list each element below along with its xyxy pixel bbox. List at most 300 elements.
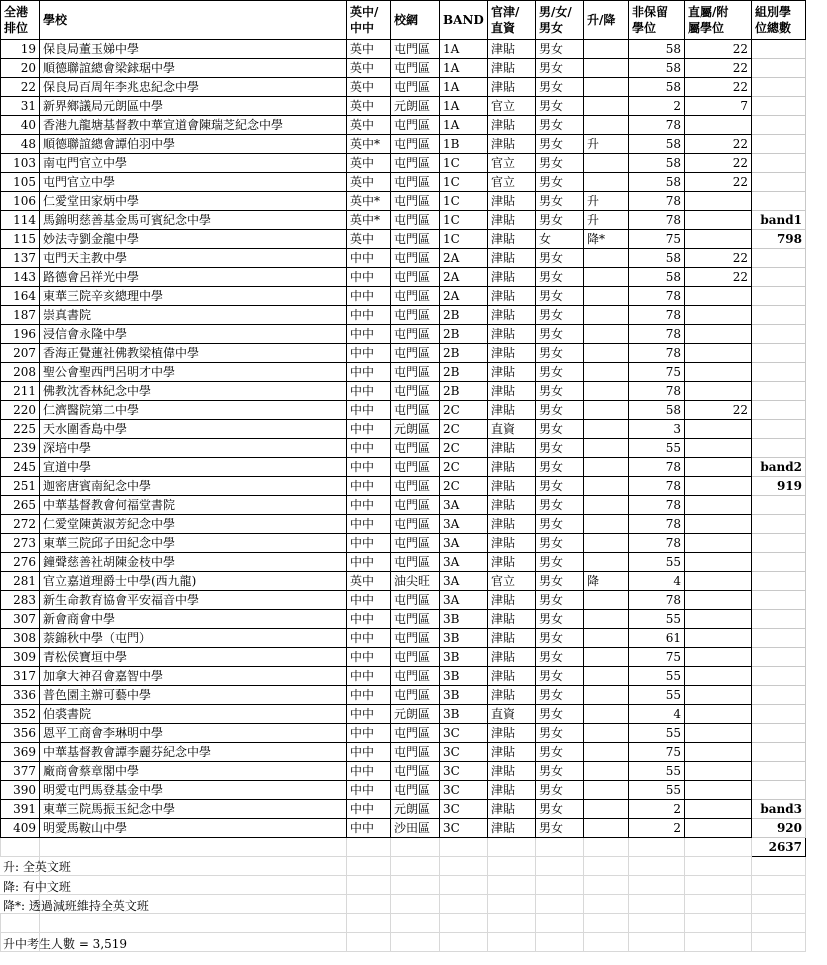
net-cell: 屯門區 [391, 382, 440, 401]
school-cell: 恩平工商會李琳明中學 [40, 724, 347, 743]
school-cell: 萘錦秋中學（屯門） [40, 629, 347, 648]
empty-cell [40, 914, 347, 933]
empty-cell [488, 838, 536, 857]
places-cell: 61 [629, 629, 685, 648]
total-cell [752, 287, 806, 306]
total-cell [752, 325, 806, 344]
total-cell [752, 401, 806, 420]
school-cell: 仁愛堂田家炳中學 [40, 192, 347, 211]
total-cell [752, 610, 806, 629]
linked-cell: 7 [685, 97, 752, 116]
grand-total-row [1, 838, 806, 857]
net-cell: 屯門區 [391, 230, 440, 249]
places-cell: 55 [629, 686, 685, 705]
type-cell: 津貼 [488, 211, 536, 230]
linked-cell [685, 534, 752, 553]
gender-cell: 男女 [536, 192, 584, 211]
linked-cell [685, 306, 752, 325]
column-header: 直屬/附 屬學位 [685, 1, 752, 40]
table-row [1, 344, 806, 363]
gender-cell: 男女 [536, 553, 584, 572]
column-header: 男/女/ 男女 [536, 1, 584, 40]
empty-cell [584, 838, 629, 857]
table-row [1, 648, 806, 667]
linked-cell: 22 [685, 135, 752, 154]
empty-cell [40, 876, 347, 895]
empty-cell [347, 876, 391, 895]
empty-cell [536, 933, 584, 952]
type-cell: 津貼 [488, 325, 536, 344]
total-cell [752, 534, 806, 553]
type-cell: 津貼 [488, 800, 536, 819]
gender-cell: 男女 [536, 268, 584, 287]
empty-cell [752, 933, 806, 952]
school-cell: 中華基督教會譚李麗芬紀念中學 [40, 743, 347, 762]
gender-cell: 男女 [536, 306, 584, 325]
type-cell: 官立 [488, 97, 536, 116]
net-cell: 屯門區 [391, 724, 440, 743]
empty-cell [391, 895, 440, 914]
empty-cell [536, 914, 584, 933]
medium-cell: 中中 [347, 325, 391, 344]
net-cell: 屯門區 [391, 667, 440, 686]
change-cell [584, 249, 629, 268]
school-cell: 明愛馬鞍山中學 [40, 819, 347, 838]
type-cell: 津貼 [488, 230, 536, 249]
gender-cell: 男女 [536, 78, 584, 97]
band-cell: 3A [440, 572, 488, 591]
rank-cell: 356 [1, 724, 40, 743]
linked-cell [685, 420, 752, 439]
gender-cell: 男女 [536, 762, 584, 781]
band-cell: 1C [440, 230, 488, 249]
total-cell [752, 591, 806, 610]
rank-cell: 22 [1, 78, 40, 97]
empty-cell [752, 895, 806, 914]
linked-cell [685, 743, 752, 762]
net-cell: 屯門區 [391, 610, 440, 629]
total-cell [752, 78, 806, 97]
net-cell: 屯門區 [391, 59, 440, 78]
school-cell: 加拿大神召會嘉智中學 [40, 667, 347, 686]
change-cell [584, 97, 629, 116]
net-cell: 屯門區 [391, 743, 440, 762]
places-cell: 55 [629, 762, 685, 781]
rank-cell: 369 [1, 743, 40, 762]
places-cell: 2 [629, 97, 685, 116]
rank-cell: 391 [1, 800, 40, 819]
change-cell: 升 [584, 211, 629, 230]
gender-cell: 男女 [536, 572, 584, 591]
medium-cell: 英中 [347, 78, 391, 97]
total-cell [752, 648, 806, 667]
type-cell: 津貼 [488, 458, 536, 477]
linked-cell [685, 382, 752, 401]
change-cell [584, 268, 629, 287]
change-cell: 升 [584, 135, 629, 154]
band-cell: 2B [440, 363, 488, 382]
linked-cell [685, 116, 752, 135]
linked-cell: 22 [685, 249, 752, 268]
net-cell: 屯門區 [391, 515, 440, 534]
empty-cell [752, 876, 806, 895]
table-row [1, 743, 806, 762]
school-cell: 天水圍香島中學 [40, 420, 347, 439]
type-cell: 津貼 [488, 610, 536, 629]
type-cell: 津貼 [488, 344, 536, 363]
type-cell: 津貼 [488, 629, 536, 648]
gender-cell: 男女 [536, 477, 584, 496]
table-row [1, 496, 806, 515]
total-cell [752, 743, 806, 762]
medium-cell: 中中 [347, 306, 391, 325]
table-row [1, 211, 806, 230]
table-row [1, 401, 806, 420]
note-candidates: 升中考生人數 = 3,519 [3, 937, 128, 951]
total-cell [752, 762, 806, 781]
gender-cell: 男女 [536, 515, 584, 534]
places-cell: 58 [629, 173, 685, 192]
band-cell: 1A [440, 97, 488, 116]
rank-cell: 114 [1, 211, 40, 230]
empty-cell [685, 895, 752, 914]
band-cell: 3B [440, 629, 488, 648]
linked-cell [685, 705, 752, 724]
places-cell: 75 [629, 363, 685, 382]
type-cell: 津貼 [488, 781, 536, 800]
linked-cell [685, 439, 752, 458]
places-cell: 58 [629, 154, 685, 173]
change-cell [584, 515, 629, 534]
column-header: 全港 排位 [1, 1, 40, 40]
empty-cell [536, 876, 584, 895]
gender-cell: 男女 [536, 97, 584, 116]
change-cell [584, 667, 629, 686]
medium-cell: 中中 [347, 762, 391, 781]
change-cell [584, 648, 629, 667]
type-cell: 津貼 [488, 249, 536, 268]
empty-cell [685, 914, 752, 933]
medium-cell: 英中 [347, 230, 391, 249]
table-row [1, 78, 806, 97]
table-row [1, 287, 806, 306]
empty-cell [440, 857, 488, 876]
net-cell: 屯門區 [391, 629, 440, 648]
medium-cell: 中中 [347, 268, 391, 287]
gender-cell: 男女 [536, 249, 584, 268]
empty-cell [40, 838, 347, 857]
places-cell: 2 [629, 819, 685, 838]
medium-cell: 英中 [347, 59, 391, 78]
empty-cell [536, 838, 584, 857]
gender-cell: 男女 [536, 686, 584, 705]
table-row [1, 667, 806, 686]
places-cell: 75 [629, 230, 685, 249]
type-cell: 津貼 [488, 192, 536, 211]
change-cell [584, 743, 629, 762]
linked-cell [685, 724, 752, 743]
gender-cell: 男女 [536, 344, 584, 363]
type-cell: 津貼 [488, 762, 536, 781]
net-cell: 屯門區 [391, 192, 440, 211]
medium-cell: 中中 [347, 553, 391, 572]
band-cell: 2B [440, 344, 488, 363]
band-cell: 1C [440, 211, 488, 230]
rank-cell: 377 [1, 762, 40, 781]
rank-cell: 283 [1, 591, 40, 610]
net-cell: 屯門區 [391, 401, 440, 420]
net-cell: 屯門區 [391, 154, 440, 173]
gender-cell: 男女 [536, 724, 584, 743]
net-cell: 元朗區 [391, 420, 440, 439]
rank-cell: 352 [1, 705, 40, 724]
change-cell [584, 116, 629, 135]
school-cell: 保良局董玉娣中學 [40, 40, 347, 59]
school-cell: 迦密唐賓南紀念中學 [40, 477, 347, 496]
column-header: 組別學 位總數 [752, 1, 806, 40]
band-cell: 2A [440, 287, 488, 306]
linked-cell [685, 515, 752, 534]
empty-cell [685, 838, 752, 857]
rank-cell: 281 [1, 572, 40, 591]
net-cell: 屯門區 [391, 173, 440, 192]
gender-cell: 男女 [536, 382, 584, 401]
places-cell: 58 [629, 40, 685, 59]
column-header: 校網 [391, 1, 440, 40]
linked-cell [685, 458, 752, 477]
linked-cell [685, 572, 752, 591]
change-cell [584, 306, 629, 325]
places-cell: 78 [629, 496, 685, 515]
empty-cell [440, 914, 488, 933]
linked-cell [685, 686, 752, 705]
type-cell: 津貼 [488, 477, 536, 496]
total-cell [752, 268, 806, 287]
total-cell [752, 439, 806, 458]
total-cell [752, 40, 806, 59]
type-cell: 直資 [488, 420, 536, 439]
rank-cell: 103 [1, 154, 40, 173]
rank-cell: 265 [1, 496, 40, 515]
table-row [1, 249, 806, 268]
gender-cell: 男女 [536, 401, 584, 420]
rank-cell: 105 [1, 173, 40, 192]
rank-cell: 19 [1, 40, 40, 59]
total-cell [752, 705, 806, 724]
gender-cell: 男女 [536, 629, 584, 648]
table-row [1, 781, 806, 800]
medium-cell: 中中 [347, 743, 391, 762]
type-cell: 津貼 [488, 686, 536, 705]
gender-cell: 男女 [536, 287, 584, 306]
type-cell: 津貼 [488, 59, 536, 78]
rank-cell: 309 [1, 648, 40, 667]
change-cell [584, 800, 629, 819]
change-cell [584, 420, 629, 439]
medium-cell: 中中 [347, 819, 391, 838]
type-cell: 津貼 [488, 268, 536, 287]
school-cell: 屯門官立中學 [40, 173, 347, 192]
medium-cell: 中中 [347, 705, 391, 724]
places-cell: 78 [629, 477, 685, 496]
change-cell [584, 705, 629, 724]
school-cell: 宣道中學 [40, 458, 347, 477]
rank-cell: 20 [1, 59, 40, 78]
gender-cell: 男女 [536, 496, 584, 515]
table-row [1, 268, 806, 287]
table-row [1, 591, 806, 610]
band-cell: 3A [440, 496, 488, 515]
empty-cell [440, 876, 488, 895]
band-cell: 3B [440, 705, 488, 724]
change-cell [584, 458, 629, 477]
rank-cell: 409 [1, 819, 40, 838]
school-cell: 浸信會永隆中學 [40, 325, 347, 344]
rank-cell: 211 [1, 382, 40, 401]
total-cell [752, 173, 806, 192]
gender-cell: 男女 [536, 439, 584, 458]
gender-cell: 男女 [536, 705, 584, 724]
type-cell: 津貼 [488, 534, 536, 553]
total-cell [752, 344, 806, 363]
net-cell: 屯門區 [391, 116, 440, 135]
gender-cell: 男女 [536, 59, 584, 78]
gender-cell: 男女 [536, 534, 584, 553]
total-cell [752, 572, 806, 591]
linked-cell [685, 667, 752, 686]
change-cell [584, 382, 629, 401]
total-cell: 920 [752, 819, 806, 838]
places-cell: 58 [629, 268, 685, 287]
school-cell: 伯裘書院 [40, 705, 347, 724]
linked-cell [685, 192, 752, 211]
table-row [1, 515, 806, 534]
net-cell: 屯門區 [391, 40, 440, 59]
places-cell: 78 [629, 192, 685, 211]
empty-cell [440, 895, 488, 914]
change-cell [584, 534, 629, 553]
empty-cell [40, 857, 347, 876]
type-cell: 津貼 [488, 439, 536, 458]
medium-cell: 英中 [347, 154, 391, 173]
medium-cell: 中中 [347, 363, 391, 382]
empty-cell [488, 914, 536, 933]
change-cell [584, 762, 629, 781]
total-cell: band3 [752, 800, 806, 819]
change-cell [584, 781, 629, 800]
places-cell: 2 [629, 800, 685, 819]
column-header: 英中/ 中中 [347, 1, 391, 40]
total-cell [752, 97, 806, 116]
places-cell: 78 [629, 458, 685, 477]
rank-cell: 31 [1, 97, 40, 116]
school-cell: 保良局百周年李兆忠紀念中學 [40, 78, 347, 97]
rank-cell: 317 [1, 667, 40, 686]
empty-cell [391, 857, 440, 876]
medium-cell: 中中 [347, 591, 391, 610]
table-row [1, 553, 806, 572]
type-cell: 津貼 [488, 648, 536, 667]
type-cell: 津貼 [488, 496, 536, 515]
change-cell [584, 591, 629, 610]
medium-cell: 英中 [347, 572, 391, 591]
medium-cell: 英中 [347, 40, 391, 59]
school-cell: 新生命教育協會平安福音中學 [40, 591, 347, 610]
table-row [1, 572, 806, 591]
band-cell: 3A [440, 534, 488, 553]
school-cell: 馬錦明慈善基金馬可賓紀念中學 [40, 211, 347, 230]
empty-cell [584, 933, 629, 952]
medium-cell: 中中 [347, 724, 391, 743]
type-cell: 津貼 [488, 515, 536, 534]
school-cell: 仁濟醫院第二中學 [40, 401, 347, 420]
column-header: 官津/ 直資 [488, 1, 536, 40]
rank-cell: 48 [1, 135, 40, 154]
places-cell: 78 [629, 344, 685, 363]
blank-row [1, 876, 806, 895]
table-row [1, 477, 806, 496]
empty-cell [1, 838, 40, 857]
linked-cell [685, 800, 752, 819]
linked-cell: 22 [685, 173, 752, 192]
medium-cell: 中中 [347, 534, 391, 553]
linked-cell [685, 591, 752, 610]
change-cell [584, 477, 629, 496]
rank-cell: 251 [1, 477, 40, 496]
band-cell: 1A [440, 40, 488, 59]
gender-cell: 男女 [536, 135, 584, 154]
rank-cell: 137 [1, 249, 40, 268]
school-cell: 普色園主辦可藝中學 [40, 686, 347, 705]
table-row [1, 420, 806, 439]
band-cell: 2A [440, 249, 488, 268]
medium-cell: 中中 [347, 458, 391, 477]
band-cell: 3B [440, 610, 488, 629]
empty-cell [347, 914, 391, 933]
rank-cell: 208 [1, 363, 40, 382]
note-up: 升: 全英文班 [3, 860, 71, 874]
type-cell: 官立 [488, 572, 536, 591]
rank-cell: 225 [1, 420, 40, 439]
linked-cell: 22 [685, 401, 752, 420]
empty-cell [584, 895, 629, 914]
net-cell: 屯門區 [391, 363, 440, 382]
places-cell: 4 [629, 572, 685, 591]
rank-cell: 220 [1, 401, 40, 420]
empty-cell [629, 876, 685, 895]
type-cell: 官立 [488, 154, 536, 173]
empty-cell [629, 838, 685, 857]
medium-cell: 中中 [347, 249, 391, 268]
empty-cell [347, 933, 391, 952]
net-cell: 屯門區 [391, 135, 440, 154]
linked-cell [685, 648, 752, 667]
table-row [1, 59, 806, 78]
places-cell: 78 [629, 382, 685, 401]
empty-cell [488, 857, 536, 876]
type-cell: 津貼 [488, 135, 536, 154]
change-cell [584, 610, 629, 629]
school-cell: 官立嘉道理爵士中學(西九龍) [40, 572, 347, 591]
school-cell: 香港九龍塘基督教中華宣道會陳瑞芝紀念中學 [40, 116, 347, 135]
linked-cell [685, 610, 752, 629]
total-cell: 919 [752, 477, 806, 496]
rank-cell: 164 [1, 287, 40, 306]
net-cell: 屯門區 [391, 553, 440, 572]
total-cell [752, 192, 806, 211]
empty-cell [347, 895, 391, 914]
net-cell: 屯門區 [391, 306, 440, 325]
